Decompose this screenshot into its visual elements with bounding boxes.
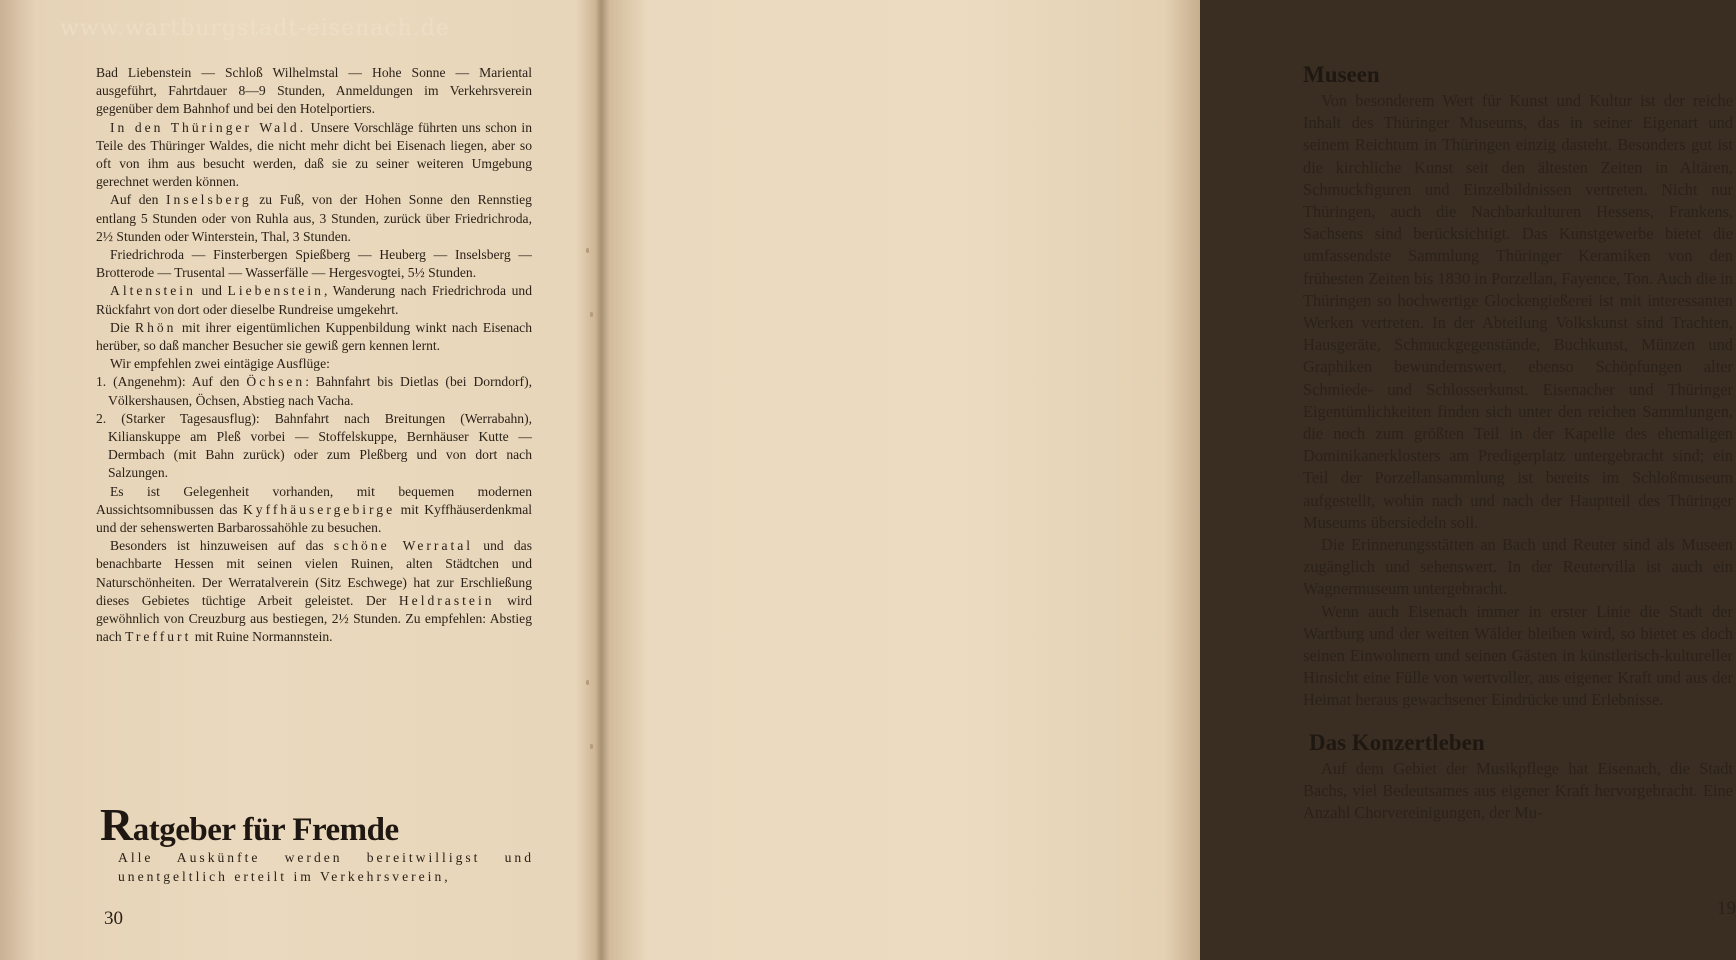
text-run: wird gewöhnlich von Creuzburg aus bestiegen, 2½ Stunden. Zu empfehlen: Abstieg nach [96, 592, 532, 645]
text-run: Bad Liebenstein — Schloß Wilhelmstal — Hohe Sonne — Mariental ausgeführt, Fahrtdauer 8—9 Stunden, Anmeldungen im Verkehrsverein gegenüber dem Bahnhof und bei den Hotelportiers. [96, 65, 532, 117]
emphasized-term: Kyffhäusergebirge [242, 501, 396, 517]
paragraph [96, 119, 532, 192]
page-number-left: 30 [104, 908, 123, 929]
heading-initial: R [100, 799, 133, 850]
paper-speck [590, 312, 593, 317]
emphasized-term: Heldrastein [398, 592, 495, 608]
ratgeber-intro: Alle Auskünfte werden bereitwilligst und unentgeltlich erteilt im Verkehrsverein, [118, 850, 534, 884]
section-heading-ratgeber [100, 798, 399, 851]
paragraph: Wenn auch Eisenach immer in erster Linie die Stadt der Wartburg und der weiten Wälder bleiben wird, so bietet es doch seinen Einwohnern und seinen Gästen in künstlerisch-kultureller Hinsicht eine Fülle von wertvoller, aus eigener Kraft und aus der Heimat heraus gewachsener Eindrücke und Erlebnisse. [1303, 601, 1733, 710]
text-run: Wir empfehlen zwei eintägige Ausflüge: [110, 356, 330, 372]
list-item [96, 410, 532, 483]
watermark: www.wartburgstadt-eisenach.de [60, 16, 450, 41]
list-item [96, 373, 532, 409]
paper-speck [586, 248, 589, 253]
text-run: und [195, 283, 228, 299]
emphasized-term: Altenstein [110, 283, 196, 299]
paragraph: Die Erinnerungsstätten an Bach und Reuter sind als Museen zugänglich und sehenswert. In der Reutervilla ist auch ein Wagnermuseum untergebracht. [1303, 535, 1733, 599]
text-run: Es ist Gelegenheit vorhanden, mit bequemen modernen Aussichtsomnibussen das [96, 483, 532, 517]
paragraph [96, 282, 532, 318]
emphasized-term: schöne Werratal [333, 538, 474, 554]
paper-speck [586, 680, 589, 685]
text-run: Die [110, 319, 136, 335]
paragraph [96, 483, 532, 538]
paragraph [96, 246, 532, 282]
left-page [0, 0, 600, 960]
heading-rest: atgeber für Fremde [132, 812, 399, 848]
emphasized-term: Liebenstein [227, 283, 324, 299]
text-run: und das benachbarte Hessen mit seinen vielen Ruinen, alten Städtchen und Naturschönheiten. Der Werratalverein (Sitz Eschwege) hat zur Erschließung dieses Gebietes tüchtige Arbeit geleistet. Der [96, 538, 532, 608]
text-run: : Bahnfahrt bis Dietlas (bei Dorndorf), Völkershausen, Öchsen, Abstieg nach Vacha. [108, 374, 532, 408]
text-run: Friedrichroda — Finsterbergen Spießberg — Heuberg — Inselsberg — Brotterode — Trusental — Wasserfälle — Hergesvogtei, 5½ Stunden. [96, 247, 532, 281]
text-run: , Wanderung nach Friedrichroda und Rückfahrt von dort oder dieselbe Rundreise umgekehrt. [96, 283, 532, 317]
right-body-text [1303, 62, 1733, 824]
text-run: Unsere Vorschläge führten uns schon in Teile des Thüringer Waldes, die nicht mehr dicht bei Eisenach liegen, aber so oft von ihm aus besucht werden, daß sie zu seiner weiteren Umgebung gerechnet werden können. [96, 119, 533, 190]
page-number-right: 19 [1717, 898, 1736, 919]
paragraph [96, 64, 532, 119]
heading-konzertleben: Das Konzertleben [1309, 729, 1485, 755]
emphasized-term: Treffurt [125, 629, 192, 645]
left-body-text [96, 64, 532, 647]
paper-speck [590, 744, 593, 749]
text-run: 2. (Starker Tagesausflug): Bahnfahrt nach Breitungen (Werrabahn), Kilianskuppe am Pleß vorbei — Stoffelskuppe, Bernhäuser Kutte — Dermbach (mit Bahn zurück) oder zum Pleßberg und von dort nach Salzungen. [96, 410, 532, 481]
paragraph [96, 191, 532, 246]
paragraph: Auf dem Gebiet der Musikpflege hat Eisenach, die Stadt Bachs, viel Bedeutsames aus eigener Kraft hervorgebracht. Eine Anzahl Chorvereinigungen, der Mu- [1303, 758, 1733, 823]
emphasized-term: Inselsberg [166, 192, 252, 208]
text-run: Besonders ist hinzuweisen auf das [110, 538, 334, 554]
text-run: mit ihrer eigentümlichen Kuppenbildung winkt nach Eisenach herüber, so daß mancher Besucher sie gewiß gern kennen lernt. [96, 319, 532, 354]
text-run: Auf den [110, 192, 167, 208]
paragraph [96, 537, 532, 646]
emphasized-term: Rhön [135, 319, 177, 335]
paragraph: Von besonderem Wert für Kunst und Kultur ist der reiche Inhalt des Thüringer Museums, das in seiner Eigenart und seinem Reichtum in Thüringen einzig dasteht. Besonders gut ist die kirchliche Kunst seit den ältesten Zeiten in Altären, Schmuckfiguren und Einzelbildnissen vertreten. Nicht nur Thüringen, auch die Nachbarkulturen Hessens, Frankens, Sachsens sind berücksichtigt. Das Kunstgewerbe bietet die umfassendste Sammlung Thüringer Keramiken von den frühesten Zeiten bis 1830 in Porzellan, Fayence, Ton. Auch die in Thüringen so hochwertige Glockengießerei ist mit interessanten Werken vertreten. In der Abteilung Volkskunst sind Trachten, Hausgeräte, Schmuckgegenstände, Buchkunst, Münzen und Graphiken bewundernswert, ebenso Schöpfungen alter Schmiede- und Schlosserkunst. Eisenacher und Thüringer Eigentümlichkeiten finden sich unter den reichen Sammlungen, die noch zum größten Teil in der Kapelle des ehemaligen Dominikanerklosters am Predigerplatz untergebracht sind; ein Teil der Porzellansammlung ist bereits im Schloßmuseum aufgestellt, wohin nach und nach der Hauptteil des Thüringer Museums übersiedeln soll. [1303, 91, 1733, 532]
right-page [603, 0, 1736, 960]
heading-museen: Museen [1303, 62, 1380, 87]
paragraph [96, 355, 532, 373]
emphasized-term: Öchsen [246, 374, 306, 390]
text-run: mit Ruine Normannstein. [191, 629, 333, 645]
text-run: zu Fuß, von der Hohen Sonne den Rennstieg entlang 5 Stunden oder von Ruhla aus, 3 Stunden, zurück über Friedrichroda, 2½ Stunden oder Winterstein, Thal, 3 Stunden. [96, 192, 532, 244]
paragraph [96, 319, 532, 355]
text-run: mit Kyffhäuserdenkmal und der sehenswerten Barbarossahöhle zu besuchen. [96, 501, 532, 536]
text-run: 1. (Angenehm): Auf den [96, 374, 247, 390]
emphasized-term: In den Thüringer Wald. [110, 119, 307, 135]
